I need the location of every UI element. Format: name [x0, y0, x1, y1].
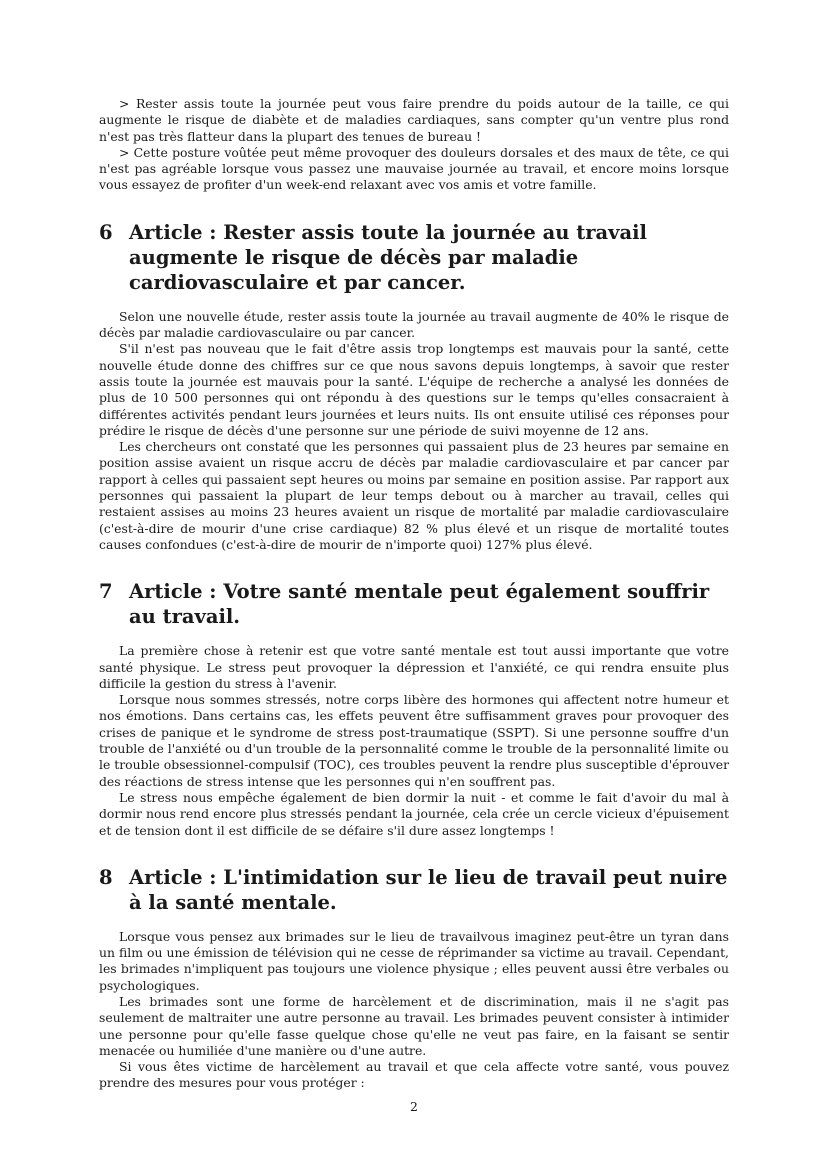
- section-8: [99, 865, 729, 1092]
- intro-block: [99, 96, 729, 194]
- body-paragraph: Les brimades sont une forme de harcèlement et de discrimination, mais il ne s'agit pas seulement de maltraiter une autre personne au travail. Les brimades peuvent consister à intimider une personne pour qu'elle fasse quelque chose qu'elle ne veut pas faire, en la faisant se sentir menacée ou humiliée d'une manière ou d'une autre.: [99, 993, 729, 1058]
- section-number: 6: [99, 220, 113, 244]
- body-paragraph: S'il n'est pas nouveau que le fait d'être assis trop longtemps est mauvais pour la santé, cette nouvelle étude donne des chiffres sur ce que nous savons depuis longtemps, à savoir que rester assis toute la journée est mauvais pour la santé. L'équipe de recherche a analysé les données de plus de 10 500 personnes qui ont répondu à des questions sur le temps qu'elles consacraient à différentes activités pendant leurs journées et leurs nuits. Ils ont ensuite utilisé ces réponses pour prédire le risque de décès d'une personne sur une période de suivi moyenne de 12 ans.: [99, 341, 729, 438]
- body-paragraph: Lorsque vous pensez aux brimades sur le lieu de travailvous imaginez peut-être un tyran dans un film ou une émission de télévision qui ne cesse de réprimander sa victime au travail. Cependant, les brimades n'impliquent pas toujours une violence physique ; elles peuvent aussi être verbales ou psychologiques.: [99, 928, 729, 993]
- body-paragraph: Lorsque nous sommes stressés, notre corps libère des hormones qui affectent notre humeur et nos émotions. Dans certains cas, les effets peuvent être suffisamment graves pour provoquer des crises de panique et le syndrome de stress post-traumatique (SSPT). Si une personne souffre d'un trouble de l'anxiété ou d'un trouble de la personnalité comme le trouble de la personnalité limite ou le trouble obsessionnel-compulsif (TOC), ces troubles peuvent la rendre plus susceptible d'éprouver des réactions de stress intense que les personnes qui n'en souffrent pas.: [99, 692, 729, 789]
- body-paragraph: Si vous êtes victime de harcèlement au travail et que cela affecte votre santé, vous pouvez prendre des mesures pour vous protéger :: [99, 1059, 729, 1091]
- page-number: 2: [410, 1099, 418, 1114]
- body-paragraph: Selon une nouvelle étude, rester assis toute la journée au travail augmente de 40% le risque de décès par maladie cardiovasculaire ou par cancer.: [99, 308, 729, 341]
- page-content: [99, 96, 729, 1092]
- body-paragraph: La première chose à retenir est que votre santé mentale est tout aussi importante que votre santé physique. Le stress peut provoquer la dépression et l'anxiété, ce qui rendra ensuite plus difficile la gestion du stress à l'avenir.: [99, 643, 729, 691]
- section-number: 8: [99, 865, 113, 889]
- section-heading: [99, 579, 729, 629]
- section-7: [99, 579, 729, 839]
- body-paragraph: Les chercheurs ont constaté que les personnes qui passaient plus de 23 heures par semaine en position assise avaient un risque accru de décès par maladie cardiovasculaire et par cancer par rapport à celles qui passaient sept heures ou moins par semaine en position assise. Par rapport aux personnes qui passaient la plupart de leur temps debout ou à marcher au travail, celles qui restaient assises au moins 23 heures avaient un risque de mortalité par maladie cardiovasculaire (c'est-à-dire de mourir d'une crise cardiaque) 82 % plus élevé et un risque de mortalité toutes causes confondues (c'est-à-dire de mourir de n'importe quoi) 127% plus élevé.: [99, 439, 729, 552]
- section-heading: [99, 220, 729, 295]
- section-title: Article : Votre santé mentale peut également souffrir au travail.: [129, 580, 710, 629]
- section-number: 7: [99, 580, 113, 604]
- section-heading: [99, 865, 729, 915]
- section-title: Article : Rester assis toute la journée au travail augmente le risque de décès par maladie cardiovasculaire et par cancer.: [129, 220, 647, 294]
- section-title: Article : L'intimidation sur le lieu de travail peut nuire à la santé mentale.: [129, 865, 728, 914]
- intro-paragraph: > Rester assis toute la journée peut vous faire prendre du poids autour de la taille, ce qui augmente le risque de diabète et de maladies cardiaques, sans compter qu'un ventre plus rond n'est pas très flatteur dans la plupart des tenues de bureau !: [99, 96, 729, 144]
- body-paragraph: Le stress nous empêche également de bien dormir la nuit - et comme le fait d'avoir du mal à dormir nous rend encore plus stressés pendant la journée, cela crée un cercle vicieux d'épuisement et de tension dont il est difficile de se défaire s'il dure assez longtemps !: [99, 789, 729, 838]
- intro-paragraph: > Cette posture voûtée peut même provoquer des douleurs dorsales et des maux de tête, ce qui n'est pas agréable lorsque vous passez une mauvaise journée au travail, et encore moins lorsque vous essayez de profiter d'un week-end relaxant avec vos amis et votre famille.: [99, 144, 729, 193]
- section-6: [99, 220, 729, 553]
